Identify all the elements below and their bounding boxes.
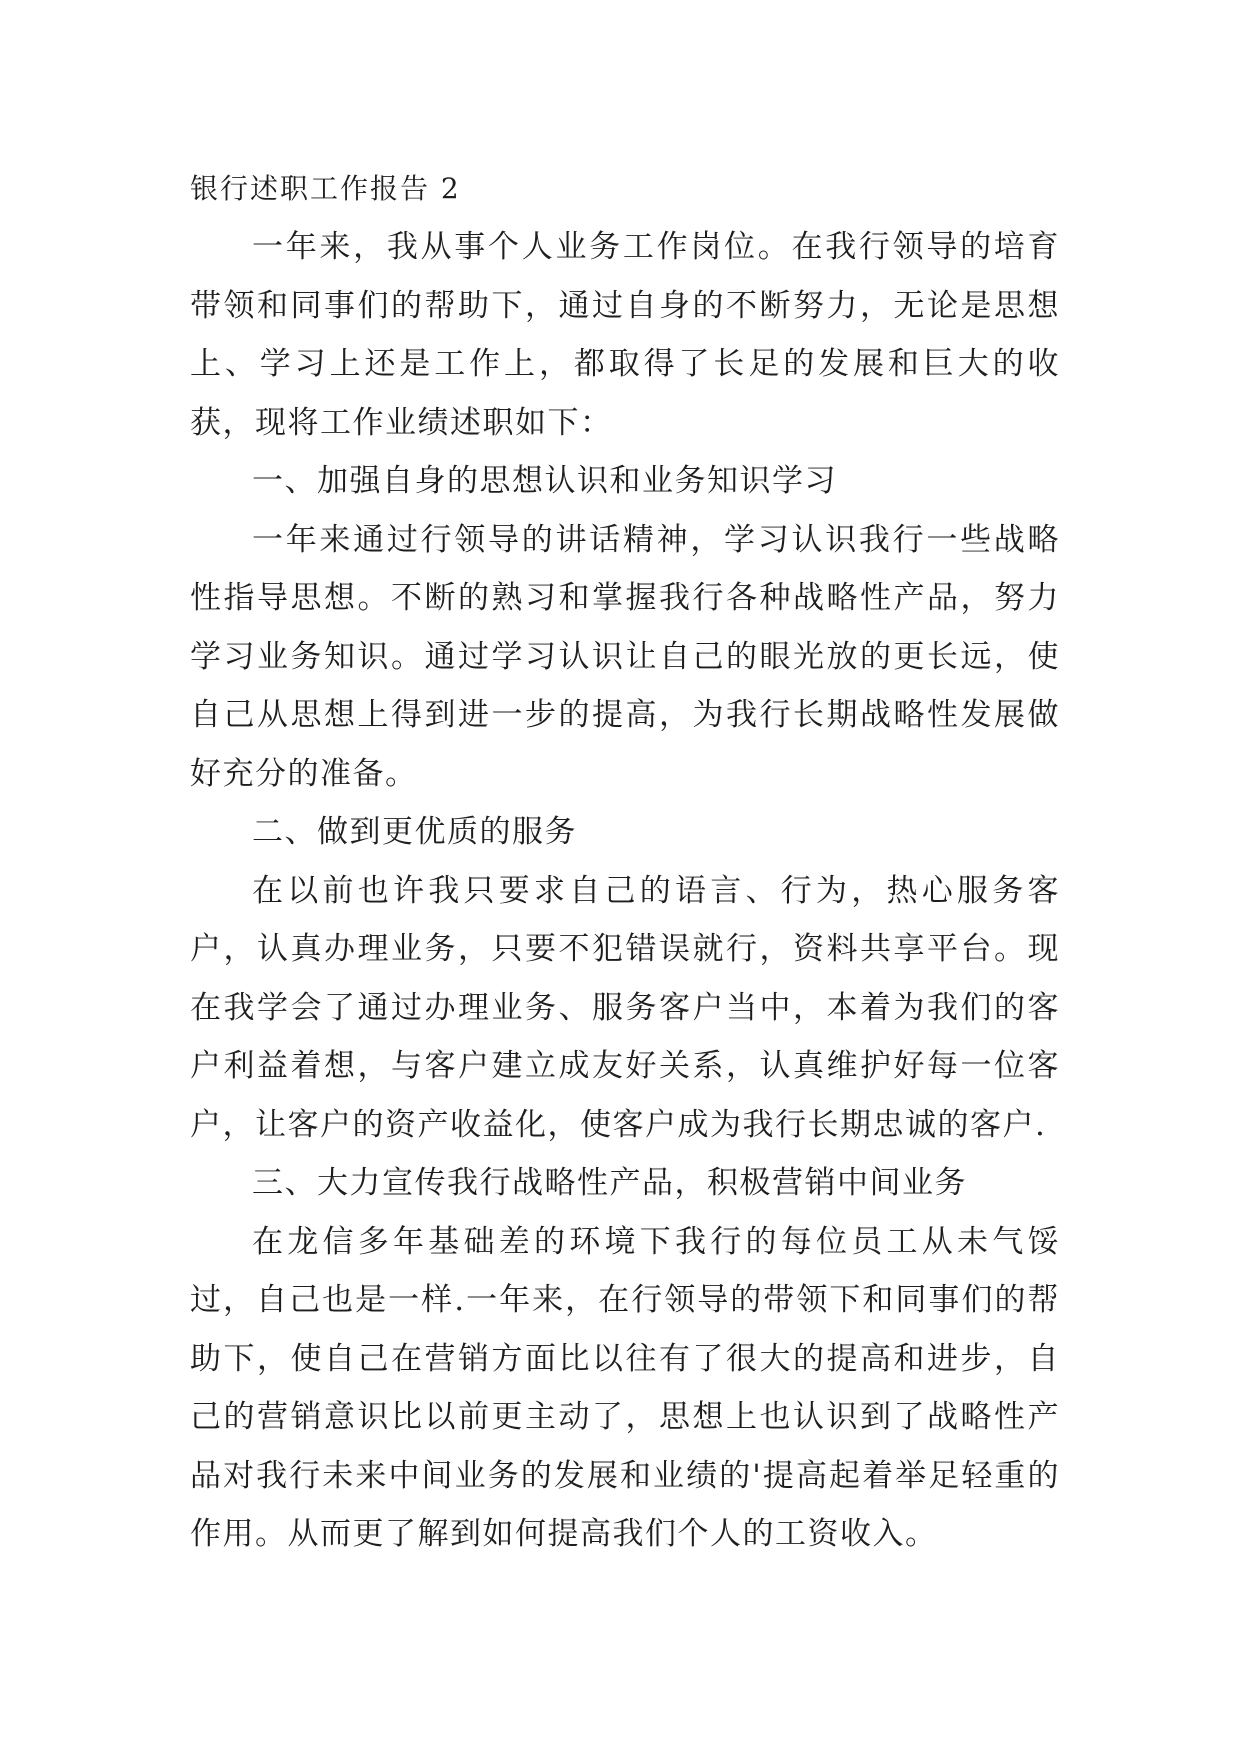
section-body-3: 在龙信多年基础差的环境下我行的每位员工从未气馁过，自己也是一样.一年来，在行领导的带领下和同事们的帮助下，使自己在营销方面比以往有了很大的提高和进步，自己的营销意识比以前更主动了，思想上也认识到了战略性产品对我行未来中间业务的发展和业绩的'提高起着举足轻重的作用。从而更了解到如何提高我们个人的工资收入。: [190, 1223, 1060, 1552]
section-heading-1: 一、加强自身的思想认识和业务知识学习: [252, 463, 837, 499]
section-body-2: 在以前也许我只要求自己的语言、行为，热心服务客户，认真办理业务，只要不犯错误就行，资料共享平台。现在我学会了通过办理业务、服务客户当中，本着为我们的客户利益着想，与客户建立成友好关系，认真维护好每一位客户，让客户的资产收益化，使客户成为我行长期忠诚的客户.: [190, 872, 1060, 1143]
intro-paragraph: 一年来，我从事个人业务工作岗位。在我行领导的培育带领和同事们的帮助下，通过自身的不断努力，无论是思想上、学习上还是工作上，都取得了长足的发展和巨大的收获，现将工作业绩述职如下：: [190, 229, 1060, 441]
section-heading-3: 三、大力宣传我行战略性产品，积极营销中间业务: [252, 1165, 967, 1201]
document-content: [190, 160, 1060, 1564]
section-body-1: 一年来通过行领导的讲话精神，学习认识我行一些战略性指导思想。不断的熟习和掌握我行各种战略性产品，努力学习业务知识。通过学习认识让自己的眼光放的更长远，使自己从思想上得到进一步的提高，为我行长期战略性发展做好充分的准备。: [190, 521, 1060, 792]
document-title: 银行述职工作报告 2: [190, 172, 461, 205]
section-heading-2: 二、做到更优质的服务: [252, 814, 577, 850]
